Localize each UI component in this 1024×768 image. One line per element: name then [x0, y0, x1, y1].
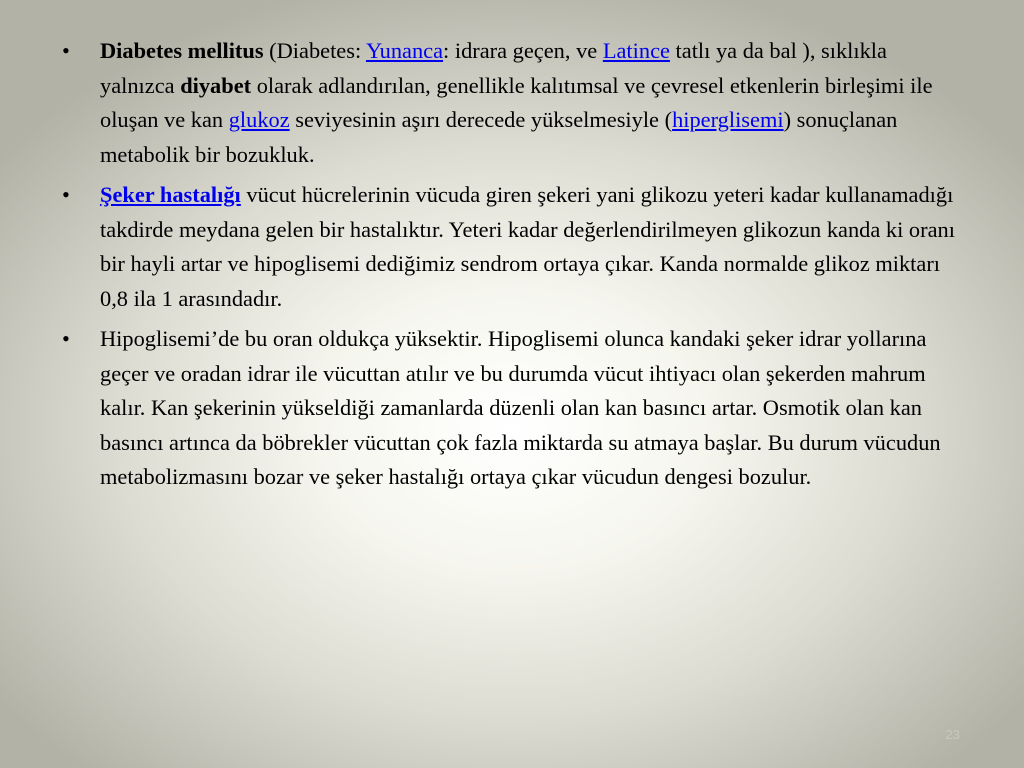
- text-segment: vücut hücrelerinin vücuda giren şekeri yani glikozu yeteri kadar kullanamadığı takdirde meydana gelen bir hastalıktır. Yeteri kadar değerlendirilmeyen glikozun kanda ki oranı bir hayli artar ve hipoglisemi dediğimiz sendrom ortaya çıkar. Kanda normalde glikoz miktarı 0,8 ila 1 arasındadır.: [100, 182, 955, 311]
- term-bold: Diabetes mellitus: [100, 38, 264, 63]
- bullet-text: [100, 34, 967, 172]
- text-segment: tatlı ya da bal ), sıklıkla yalnızca: [100, 38, 887, 98]
- bullet-item: [62, 178, 967, 316]
- text-segment: Hipoglisemi’de bu oran oldukça yüksektir. Hipoglisemi olunca kandaki şeker idrar yollarına geçer ve oradan idrar ile vücuttan atılır ve bu durumda vücut ihtiyacı olan şekerden mahrum kalır. Kan şekerinin yükseldiği zamanlarda düzenli olan kan basıncı artar. Osmotik olan kan basıncı artınca da böbrekler vücuttan çok fazla miktarda su atmaya başlar. Bu durum vücudun metabolizmasını bozar ve şeker hastalığı ortaya çıkar vücudun dengesi bozulur.: [100, 326, 941, 489]
- text-segment: (Diabetes:: [263, 38, 366, 63]
- bullet-item: [62, 322, 967, 495]
- text-segment: : idrara geçen, ve: [443, 38, 603, 63]
- link-glukoz[interactable]: glukoz: [228, 107, 290, 132]
- bullet-text: [100, 322, 967, 495]
- link-seker-hastaligi[interactable]: Şeker hastalığı: [100, 182, 241, 207]
- text-segment: ) sonuçlanan metabolik bir bozukluk.: [100, 107, 898, 167]
- bullet-item: [62, 34, 967, 172]
- bullet-text: [100, 178, 967, 316]
- text-segment: seviyesinin aşırı derecede yükselmesiyle (: [289, 107, 673, 132]
- link-yunanca[interactable]: Yunanca: [365, 38, 444, 63]
- text-segment: olarak adlandırılan, genellikle kalıtımsal ve çevresel etkenlerin birleşimi ile oluşan ve kan: [100, 72, 933, 132]
- term-bold: diyabet: [180, 72, 252, 98]
- link-latince[interactable]: Latince: [602, 38, 670, 63]
- link-hiperglisemi[interactable]: hiperglisemi: [672, 107, 784, 132]
- bullet-icon: •: [62, 38, 70, 63]
- bullet-icon: •: [62, 326, 70, 351]
- slide-number: 23: [945, 727, 960, 742]
- bullet-icon: •: [62, 182, 70, 207]
- bullet-list: [62, 34, 967, 501]
